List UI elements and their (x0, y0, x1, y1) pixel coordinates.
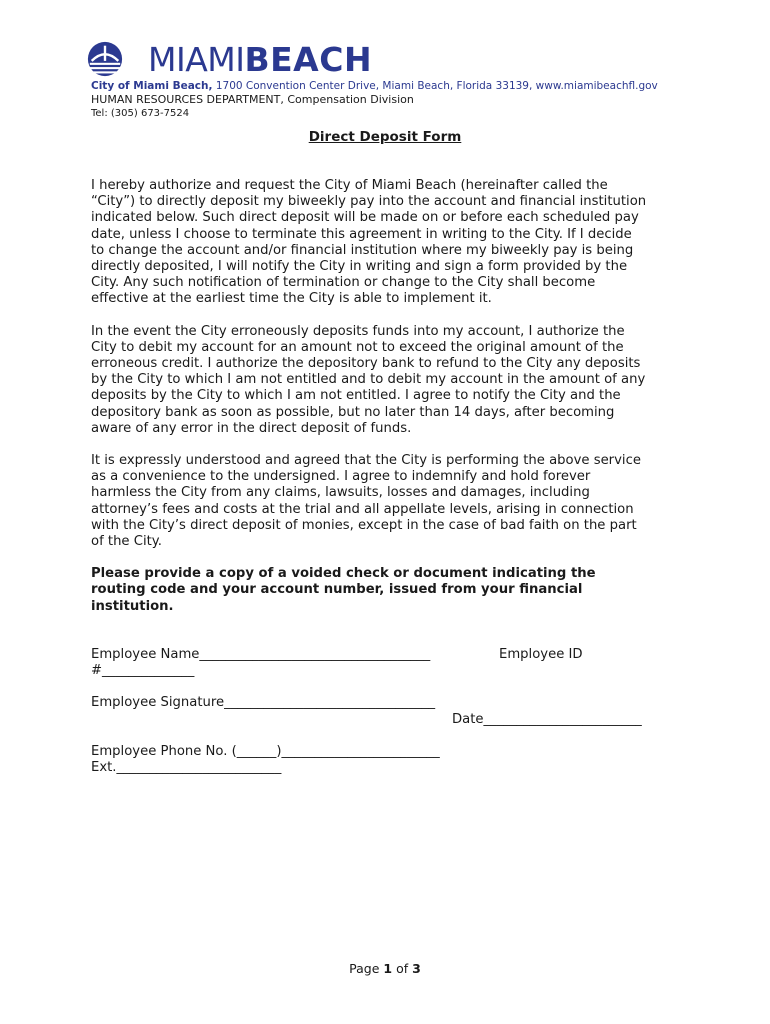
telephone-line: Tel: (305) 673-7524 (91, 108, 190, 119)
city-name: City of Miami Beach, (91, 80, 213, 92)
logo-word-beach: BEACH (244, 40, 373, 79)
miami-beach-logo-icon (86, 40, 124, 78)
page-of: of (392, 961, 413, 976)
miami-beach-logo (86, 40, 376, 82)
form-title: Direct Deposit Form (308, 129, 462, 145)
page-label: Page (349, 961, 384, 976)
authorization-text (91, 178, 681, 631)
department-line: HUMAN RESOURCES DEPARTMENT, Compensation Division (91, 93, 414, 106)
voided-check-instruction: Please provide a copy of a voided check or document indicating the routing code and your account number, issued from your financial institution. (91, 566, 596, 614)
employee-fields (91, 647, 691, 776)
employee-name-field[interactable]: Employee Name___________________________________ (91, 647, 431, 662)
employee-name-row (91, 647, 691, 663)
city-address (91, 80, 711, 93)
address-text: 1700 Convention Center Drive, Miami Beach, Florida 33139, www.miamibeachfl.gov (212, 80, 658, 92)
paragraph-indemnify: It is expressly understood and agreed that the City is performing the above service as a convenience to the undersigned. I agree to indemnify and hold forever harmless the City from any claims, lawsuits, losses and damages, including attorney’s fees and costs at the trial and all appellate levels, arising in connection with the City’s direct deposit of monies, except in the case of bad faith on the part of the City. (91, 453, 641, 550)
page-number (0, 961, 770, 976)
page-current: 1 (383, 961, 393, 976)
extension-field[interactable]: Ext._________________________ (91, 760, 282, 776)
date-field[interactable]: Date________________________ (452, 711, 642, 727)
paragraph-authorization: I hereby authorize and request the City of Miami Beach (hereinafter called the “City”) to directly deposit my biweekly pay into the account and financial institution indicated below. Such direct deposit will be made on or before each scheduled pay date, unless I choose to terminate this agreement in writing to the City. If I decide to change the account and/or financial institution where my biweekly pay is being directly deposited, I will notify the City in writing and sign a form provided by the City. Any such notification of termination or change to the City shall become effective at the earliest time the City is able to implement it. (91, 178, 647, 307)
letterhead (91, 80, 711, 120)
logo-wordmark (148, 40, 372, 80)
employee-phone-field[interactable]: Employee Phone No. (______)________________________ (91, 743, 440, 759)
employee-id-label: Employee ID (499, 647, 583, 662)
logo-word-miami: MIAMI (148, 40, 245, 79)
paragraph-erroneous-deposit: In the event the City erroneously deposits funds into my account, I authorize the City to debit my account for an amount not to exceed the original amount of the erroneous credit. I authorize the depository bank to refund to the City any deposits by the City to which I am not entitled and to debit my account in the amount of any deposits by the City to which I am not entitled. I agree to notify the City and the depository bank as soon as possible, but no later than 14 days, after becoming aware of any error in the direct deposit of funds. (91, 323, 646, 436)
employee-id-field[interactable]: #______________ (91, 663, 195, 679)
page-total: 3 (412, 961, 421, 976)
employee-signature-field[interactable]: Employee Signature________________________________ (91, 695, 436, 711)
